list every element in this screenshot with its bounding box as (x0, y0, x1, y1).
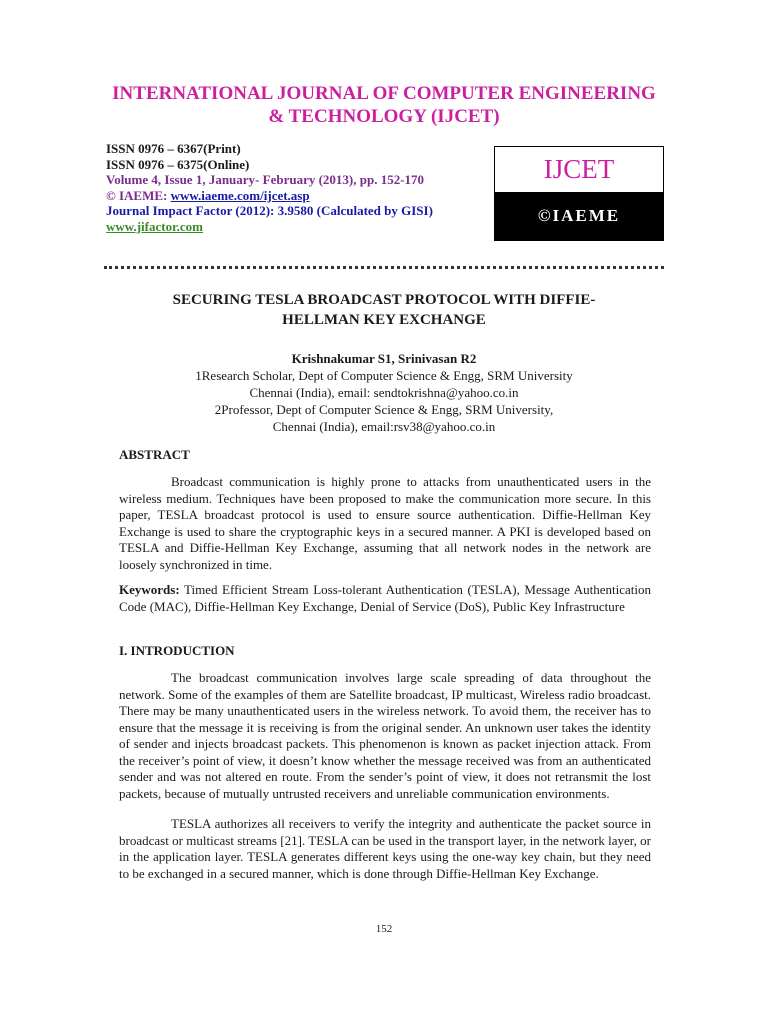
ijcet-logo (494, 146, 664, 241)
paper-title (0, 290, 768, 330)
journal-url-link[interactable]: www.iaeme.com/ijcet.asp (170, 187, 310, 203)
abstract-text: Broadcast communication is highly prone to attacks from unauthenticated users in the wireless medium. Techniques have been proposed to make the communication more secure. In this paper, TESLA broadcast protocol is used to ensure source authentication. Diffie-Hellman Key Exchange is used to share the cryptographic keys in a secured manner. A PKI is developed based on TESLA and Diffie-Hellman Key Exchange, assuming that all network nodes in the network are loosely synchronized in time. (119, 474, 651, 572)
paper-title-line2: HELLMAN KEY EXCHANGE (282, 312, 486, 328)
copyright-line (106, 188, 433, 204)
keywords-text: Timed Efficient Stream Loss-tolerant Authentication (TESLA), Message Authentication Code (MAC), Diffie-Hellman Key Exchange, Denial of Service (DoS), Public Key Infrastructure (119, 582, 651, 614)
introduction-para1: The broadcast communication involves large scale spreading of data throughout the network. Some of the examples of them are Satellite broadcast, IP multicast, Wireless radio broadcast. There may be many unauthenticated users in the wireless network. To avoid them, the receiver has to ensure that the message it is receiving is from the original sender. An unknown user takes the identity of sender and injects broadcast packets. This phenomenon is known as packet injection attack. From the receiver’s point of view, it doesn’t know whether the message received was from an authenticated sender and was not altered en route. From the sender’s point of view, it does not retransmit the lost packets, because of mutually untrusted receivers and unreliable communication environments. (119, 670, 651, 801)
issn-print: ISSN 0976 – 6367(Print) (106, 141, 241, 156)
logo-iaeme-text: ©IAEME (495, 192, 663, 240)
journal-title (0, 82, 768, 128)
logo-ijcet-text: IJCET (543, 153, 615, 184)
journal-title-line1: INTERNATIONAL JOURNAL OF COMPUTER ENGINEERING (112, 83, 656, 104)
dotted-divider (104, 266, 664, 269)
author-block (0, 350, 768, 435)
issn-online: ISSN 0976 – 6375(Online) (106, 156, 250, 172)
abstract-heading: ABSTRACT (119, 447, 190, 462)
introduction-para2: TESLA authorizes all receivers to verify the integrity and authenticate the packet source in broadcast or multicast streams [21]. TESLA can be used in the transport layer, in the network layer, or in the application layer. TESLA generates different keys using the one-way key chain, but they need to be exchanged in a secured manner, which is done through Diffie-Hellman Key Exchange. (119, 816, 651, 881)
volume-info: Volume 4, Issue 1, January- February (2013), pp. 152-170 (106, 172, 425, 187)
affiliation2-line1: 2Professor, Dept of Computer Science & Engg, SRM University, (214, 402, 554, 417)
impact-factor: Journal Impact Factor (2012): 3.9580 (Calculated by GISI) (106, 203, 433, 218)
keywords (119, 582, 651, 615)
affiliation1-line1: 1Research Scholar, Dept of Computer Science & Engg, SRM University (195, 368, 573, 383)
journal-title-line2: & TECHNOLOGY (IJCET) (268, 106, 500, 127)
affiliation1-line2: Chennai (India), email: sendtokrishna@yahoo.co.in (249, 385, 519, 400)
author-names: Krishnakumar S1, Srinivasan R2 (291, 351, 477, 366)
page-number: 152 (375, 923, 393, 935)
copyright-label: © IAEME: (106, 187, 171, 203)
paper-title-line1: SECURING TESLA BROADCAST PROTOCOL WITH DIFFIE- (172, 292, 596, 308)
keywords-label: Keywords: (119, 582, 180, 597)
introduction-heading: I. INTRODUCTION (119, 643, 235, 658)
journal-meta (106, 141, 433, 234)
jifactor-link[interactable]: www.jifactor.com (106, 218, 203, 234)
affiliation2-line2: Chennai (India), email:rsv38@yahoo.co.in (272, 419, 496, 434)
